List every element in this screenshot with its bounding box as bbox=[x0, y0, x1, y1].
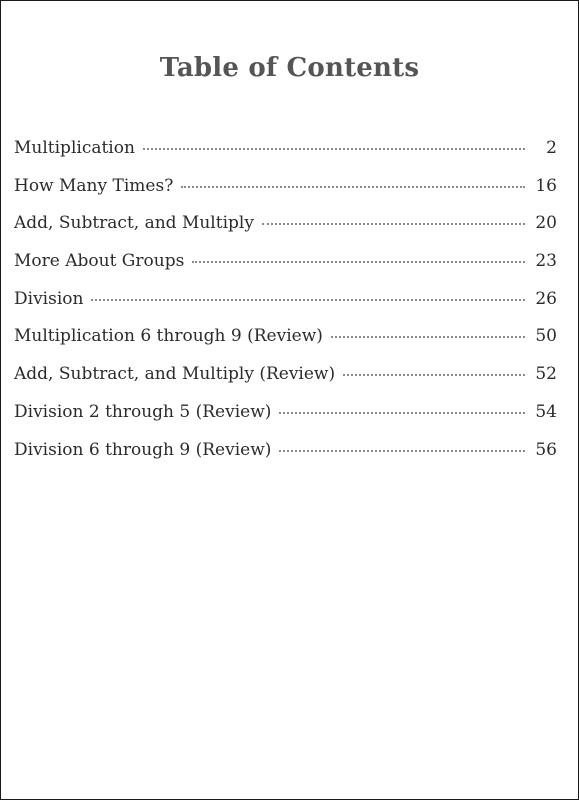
toc-entry-page: 16 bbox=[535, 175, 557, 196]
toc-entry-page: 56 bbox=[535, 439, 557, 460]
toc-entry-page: 54 bbox=[535, 401, 557, 422]
toc-entry-label: Multiplication 6 through 9 (Review) bbox=[14, 326, 323, 347]
toc-entry-page: 26 bbox=[535, 288, 557, 309]
toc-entry bbox=[14, 440, 557, 478]
toc-entry-page: 2 bbox=[546, 138, 557, 158]
toc-entry bbox=[14, 402, 557, 440]
dot-leader bbox=[91, 299, 525, 301]
dot-leader bbox=[279, 412, 525, 414]
toc-entry bbox=[14, 326, 557, 364]
dot-leader bbox=[143, 148, 525, 150]
dot-leader bbox=[181, 186, 525, 188]
toc-entry-label: Multiplication bbox=[14, 138, 135, 158]
toc-entry bbox=[14, 251, 557, 289]
toc-entry-label: How Many Times? bbox=[14, 175, 174, 196]
dot-leader bbox=[343, 374, 525, 376]
toc-entry bbox=[14, 176, 557, 214]
dot-leader bbox=[331, 336, 525, 338]
toc-entry-label: Division 6 through 9 (Review) bbox=[14, 439, 272, 460]
page-title: Table of Contents bbox=[159, 53, 420, 83]
dot-leader bbox=[192, 261, 525, 263]
toc-entry-label: Division 2 through 5 (Review) bbox=[14, 401, 272, 422]
toc-entry-label: Add, Subtract, and Multiply bbox=[14, 213, 254, 234]
toc-entry-page: 23 bbox=[535, 251, 557, 272]
toc-entry bbox=[14, 213, 557, 251]
toc-entry bbox=[14, 289, 557, 327]
dot-leader bbox=[279, 450, 525, 452]
toc-entry-page: 50 bbox=[535, 326, 557, 347]
table-of-contents bbox=[14, 138, 557, 477]
toc-entry bbox=[14, 138, 557, 176]
toc-entry-label: Division bbox=[14, 288, 84, 309]
toc-entry-page: 20 bbox=[535, 213, 557, 234]
toc-entry-label: Add, Subtract, and Multiply (Review) bbox=[14, 364, 336, 385]
toc-entry-label: More About Groups bbox=[14, 251, 185, 272]
toc-entry-page: 52 bbox=[535, 364, 557, 385]
toc-entry bbox=[14, 364, 557, 402]
dot-leader bbox=[262, 223, 525, 225]
